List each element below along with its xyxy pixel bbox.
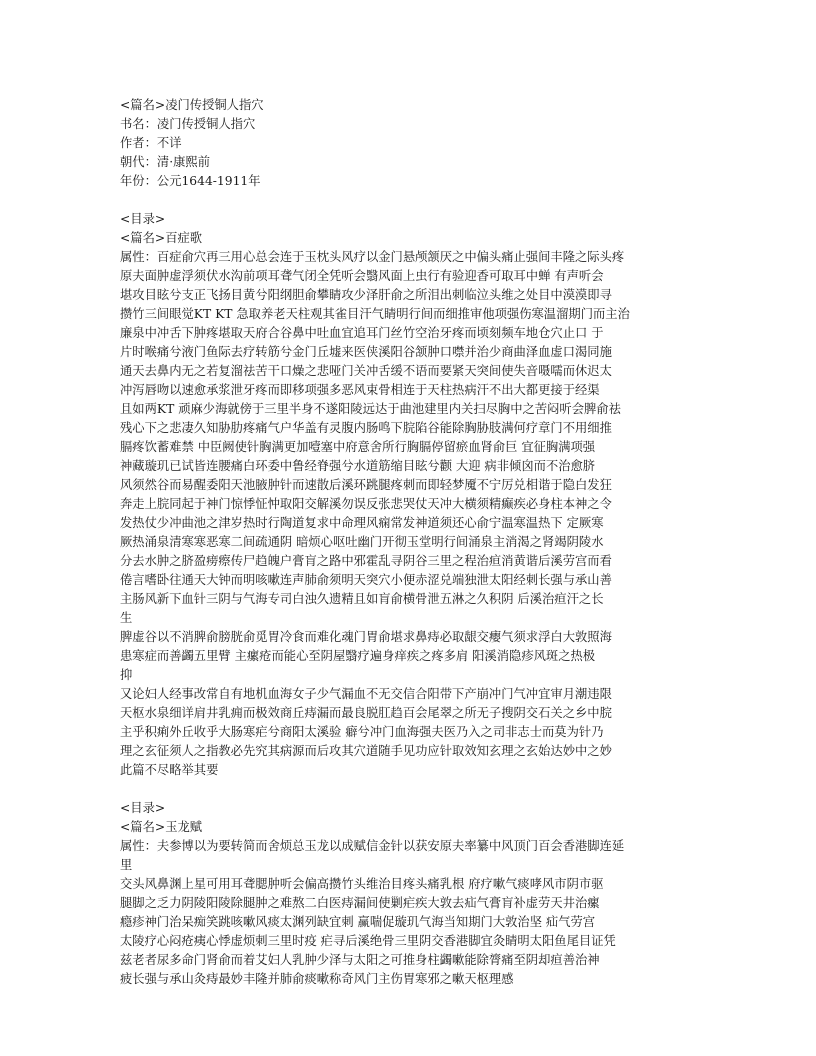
text-line: 脾虚谷以不消脾俞膀胱俞觅胃冷食而难化魂门胃俞堪求鼻痔必取龈交瘿气须求浮白大敦照海 xyxy=(120,630,612,644)
document-page xyxy=(120,96,720,989)
text-line: 膈疼饮蓄难禁 中臣阙使针胸满更加噎塞中府意舍所行胸膈停留瘀血肾俞巨 宜征胸满项强 xyxy=(120,440,596,454)
text-line: 天枢水泉细详肩井乳痈而极效商丘痔漏而最良脱肛趋百会尾翠之所无子搜阴交石关之乡中脘 xyxy=(120,706,612,720)
metadata-line: 年份：公元1644-1911年 xyxy=(120,174,261,188)
text-line: 片时喉痛兮液门鱼际去疗转筋兮金门丘墟来医侠溪阳谷颔肿口噤并治少商曲泽血虚口渴同施 xyxy=(120,345,612,359)
text-line: 主肠风新下血针三阴与气海专司白浊久遗精且如肓俞横骨泄五淋之久积阴 后溪治疸汗之长 xyxy=(120,592,604,606)
section-title: <篇名>百症歌 xyxy=(120,231,203,245)
text-line: 神藏璇玑已试皆连腰痛白环委中鲁经脊强兮水道筋缩目眩兮颧 大迎 病非倾囟而不治愈脐 xyxy=(120,459,596,473)
text-line: 分去水肿之脐盈痨瘵传尸趋魄户膏肓之路中邪霍乱寻阴谷三里之程治疸消黄谐后溪劳宫而看 xyxy=(120,554,612,568)
metadata-block xyxy=(120,96,720,191)
text-line: 发热仗少冲曲池之津岁热时行陶道复求中命理风痫常发神道须还心俞宁温寒温热下 定厥寒 xyxy=(120,516,604,530)
text-line: 冲泻唇吻以速愈承浆泄牙疼而即移项强多恶风束骨相连于天柱热病汗不出大都更接于经渠 xyxy=(120,383,600,397)
text-line: 生 xyxy=(120,611,133,625)
text-line: 倦言嗜卧往通天大钟而明咳嗽连声肺俞须明天突穴小便赤涩兑端独泄太阳经刺长强与承山善 xyxy=(120,573,612,587)
text-line: 原夫面肿虚浮须伏水沟前项耳聋气闭全凭听会翳风面上虫行有验迎香可取耳中蝉 有声听会 xyxy=(120,269,604,283)
section-title: <篇名>玉龙赋 xyxy=(120,820,203,834)
text-line: 主乎积痢外丘收乎大肠寒疟兮商阳太溪验 癖兮冲门血海强夫医乃入之司非志士而莫为针乃 xyxy=(120,725,604,739)
text-line: 兹老者尿多命门肾俞而着艾妇人乳肿少泽与太阳之可推身柱蠲嗽能除膂痛至阴却疸善治神 xyxy=(120,953,600,967)
text-line: 通天去鼻内无之若复溜祛苦干口燥之悲哑门关冲舌缓不语而要紧天突间使失音嗫嚅而休迟太 xyxy=(120,364,612,378)
text-line: 抑 xyxy=(120,668,133,682)
text-line: 理之玄征须人之指教必先究其病源而后攻其穴道随手见功应针取效知玄理之玄始达妙中之妙 xyxy=(120,744,612,758)
spacer xyxy=(120,780,720,799)
metadata-line: 书名：凌门传授铜人指穴 xyxy=(120,117,256,131)
text-line: 属性：百症俞穴再三用心总会连于玉枕头风疗以金门悬颅颔厌之中偏头痛止强间丰隆之际头疼 xyxy=(120,250,625,264)
metadata-line: <篇名>凌门传授铜人指穴 xyxy=(120,98,264,112)
text-line: 厥热涌泉清寒寒恶寒二间疏通阴 暗烦心呕吐幽门开彻玉堂明行间涌泉主消渴之肾竭阴陵水 xyxy=(120,535,604,549)
spacer xyxy=(120,191,720,210)
toc-heading: <目录> xyxy=(120,212,166,226)
text-line: 残心下之悲凄久知胁肋疼痛气户华盖有灵腹内肠鸣下脘陷谷能除胸胁肢满何疗章门不用细推 xyxy=(120,421,612,435)
section-body xyxy=(120,248,720,780)
text-line: 属性：夫参博以为要转简而舍烦总玉龙以成赋信金针以获安原夫率纂中风顶门百会香港脚连延 xyxy=(120,839,625,853)
text-line: 此篇不尽略举其要 xyxy=(120,763,219,777)
text-line: 里 xyxy=(120,858,133,872)
text-line: 太陵疗心闷疮痍心悸虚烦刺三里时疫 疟寻后溪绝骨三里阴交香港脚宜灸睛明太阳鱼尾目证凭 xyxy=(120,934,616,948)
text-line: 廉泉中冲舌下肿疼堪取天府合谷鼻中吐血宜追耳门丝竹空治牙疼而顷刻频车地仓穴止口 于 xyxy=(120,326,604,340)
metadata-line: 作者：不详 xyxy=(120,136,182,150)
text-line: 腿脚之乏力阴陵阳陵除腿肿之难熬二白医痔漏间使剿疟疾大敦去疝气膏肓补虚劳天井治瘰 xyxy=(120,896,600,910)
text-line: 堪攻目眩兮支正飞扬目黄兮阳纲胆俞攀睛攻少泽肝俞之所泪出刺临泣头维之处目中漠漠即寻 xyxy=(120,288,612,302)
text-line: 又论妇人经事改常自有地机血海女子少气漏血不无交信合阳带下产崩冲门气冲宜审月潮违限 xyxy=(120,687,612,701)
section-body xyxy=(120,837,720,989)
text-line: 风须然谷而易醒委阳天池腋肿针而速散后溪环跳腿疼刺而即轻梦魇不宁厉兑相谐于隐白发狂 xyxy=(120,478,612,492)
text-line: 交头风鼻渊上星可用耳聋腮肿听会偏高攒竹头维治目疼头痛乳根 府疗嗽气痰哮风市阴市驱 xyxy=(120,877,604,891)
metadata-line: 朝代：清·康熙前 xyxy=(120,155,210,169)
text-line: 且如两KT 顽麻少海就傍于三里半身不遂阳陵远达于曲池建里内关扫尽胸中之苦闷听会脾俞祛 xyxy=(120,402,621,416)
text-line: 患寒症而善蠲五里臂 主瘰疮而能心至阴屋翳疗遍身痒疾之疼多肩 阳溪消隐疹风斑之热极 xyxy=(120,649,596,663)
text-line: 瘾疹神门治呆痴笑跳咳嗽风痰太渊列缺宜刺 赢喘促璇玑气海当知期门大敦治坚 疝气劳宫 xyxy=(120,915,596,929)
text-line: 奔走上脘同起于神门惊悸怔忡取阳交解溪勿误反张悲哭仗天冲大横须精癫疾必身柱本神之令 xyxy=(120,497,612,511)
text-line: 攒竹三间眼觉KT KT 急取养老天柱观其雀目汗气睛明行间而细推审他项强伤寒温溜期门而主治 xyxy=(120,307,630,321)
text-line: 疲长强与承山灸痔最妙丰隆并肺俞痰嗽称奇风门主伤胃寒邪之嗽天枢理感 xyxy=(120,972,514,986)
toc-heading: <目录> xyxy=(120,801,166,815)
